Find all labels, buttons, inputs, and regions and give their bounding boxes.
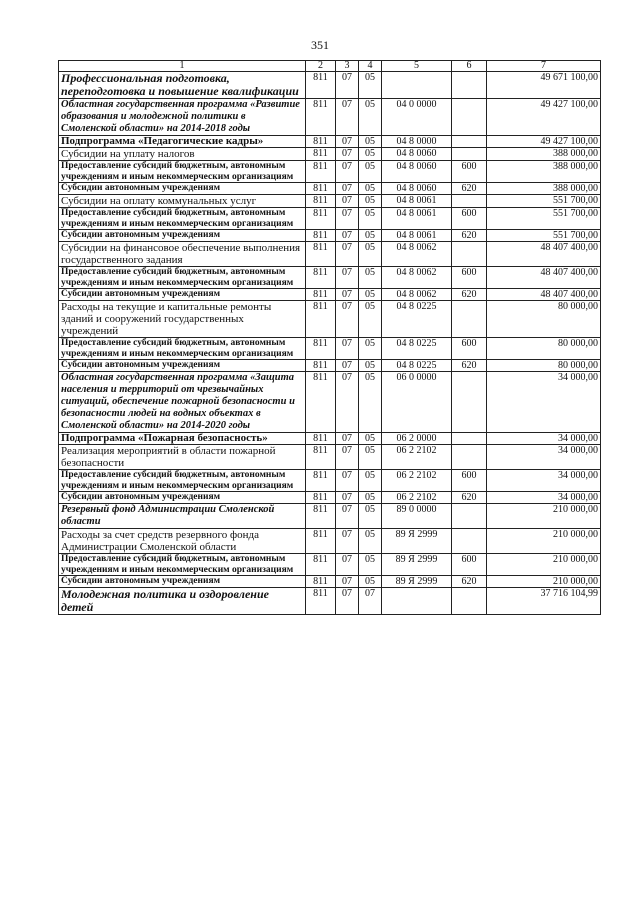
subsection-code-cell: 05 — [359, 99, 382, 136]
section-code-cell: 07 — [336, 99, 359, 136]
subsection-code-cell: 05 — [359, 529, 382, 554]
subsection-code-cell: 05 — [359, 445, 382, 470]
table-row — [59, 72, 601, 99]
expense-type-cell — [452, 504, 487, 529]
target-article-cell: 04 8 0225 — [382, 338, 452, 360]
target-article-cell: 04 8 0062 — [382, 289, 452, 301]
table-row — [59, 433, 601, 445]
admin-code-cell: 811 — [306, 230, 336, 242]
expense-type-cell: 620 — [452, 230, 487, 242]
amount-cell: 210 000,00 — [487, 554, 601, 576]
table-row — [59, 208, 601, 230]
admin-code-cell: 811 — [306, 588, 336, 615]
admin-code-cell: 811 — [306, 99, 336, 136]
target-article-cell: 06 2 0000 — [382, 433, 452, 445]
expense-name-cell: Субсидии на оплату коммунальных услуг — [59, 195, 306, 208]
target-article-cell: 89 Я 2999 — [382, 554, 452, 576]
amount-cell: 34 000,00 — [487, 433, 601, 445]
table-row — [59, 588, 601, 615]
amount-cell: 80 000,00 — [487, 360, 601, 372]
subsection-code-cell: 05 — [359, 433, 382, 445]
amount-cell: 48 407 400,00 — [487, 289, 601, 301]
expense-type-cell: 600 — [452, 338, 487, 360]
target-article-cell — [382, 588, 452, 615]
expense-name-cell: Расходы на текущие и капитальные ремонты зданий и сооружений государственных учреждений — [59, 301, 306, 338]
subsection-code-cell: 05 — [359, 301, 382, 338]
target-article-cell: 04 8 0060 — [382, 183, 452, 195]
admin-code-cell: 811 — [306, 183, 336, 195]
expense-type-cell: 600 — [452, 161, 487, 183]
target-article-cell: 04 8 0225 — [382, 301, 452, 338]
amount-cell: 49 427 100,00 — [487, 136, 601, 148]
expense-type-cell — [452, 372, 487, 433]
expense-type-cell: 620 — [452, 492, 487, 504]
amount-cell: 551 700,00 — [487, 208, 601, 230]
expense-type-cell — [452, 148, 487, 161]
section-code-cell: 07 — [336, 267, 359, 289]
section-code-cell: 07 — [336, 504, 359, 529]
subsection-code-cell: 05 — [359, 576, 382, 588]
target-article-cell: 04 8 0062 — [382, 267, 452, 289]
table-row — [59, 195, 601, 208]
amount-cell: 48 407 400,00 — [487, 267, 601, 289]
section-code-cell: 07 — [336, 148, 359, 161]
column-number: 3 — [336, 61, 359, 72]
section-code-cell: 07 — [336, 554, 359, 576]
subsection-code-cell: 05 — [359, 554, 382, 576]
expense-type-cell — [452, 301, 487, 338]
table-row — [59, 360, 601, 372]
amount-cell: 388 000,00 — [487, 148, 601, 161]
expense-name-cell: Субсидии автономным учреждениям — [59, 576, 306, 588]
admin-code-cell: 811 — [306, 72, 336, 99]
expense-name-cell: Субсидии автономным учреждениям — [59, 360, 306, 372]
section-code-cell: 07 — [336, 529, 359, 554]
amount-cell: 210 000,00 — [487, 529, 601, 554]
expense-type-cell: 600 — [452, 208, 487, 230]
admin-code-cell: 811 — [306, 433, 336, 445]
expense-type-cell: 620 — [452, 289, 487, 301]
amount-cell: 49 671 100,00 — [487, 72, 601, 99]
section-code-cell: 07 — [336, 301, 359, 338]
subsection-code-cell: 05 — [359, 360, 382, 372]
table-row — [59, 445, 601, 470]
section-code-cell: 07 — [336, 492, 359, 504]
subsection-code-cell: 05 — [359, 372, 382, 433]
admin-code-cell: 811 — [306, 289, 336, 301]
table-row — [59, 161, 601, 183]
section-code-cell: 07 — [336, 183, 359, 195]
expense-name-cell: Предоставление субсидий бюджетным, автономным учреждениям и иным некоммерческим организациям — [59, 161, 306, 183]
expense-name-cell: Профессиональная подготовка, переподготовка и повышение квалификации — [59, 72, 306, 99]
section-code-cell: 07 — [336, 360, 359, 372]
section-code-cell: 07 — [336, 588, 359, 615]
amount-cell: 34 000,00 — [487, 372, 601, 433]
table-row — [59, 492, 601, 504]
amount-cell: 388 000,00 — [487, 183, 601, 195]
expense-type-cell — [452, 445, 487, 470]
expense-name-cell: Субсидии на финансовое обеспечение выполнения государственного задания — [59, 242, 306, 267]
table-row — [59, 136, 601, 148]
admin-code-cell: 811 — [306, 504, 336, 529]
expense-name-cell: Предоставление субсидий бюджетным, автономным учреждениям и иным некоммерческим организациям — [59, 267, 306, 289]
admin-code-cell: 811 — [306, 208, 336, 230]
expense-name-cell: Субсидии автономным учреждениям — [59, 492, 306, 504]
table-row — [59, 267, 601, 289]
expense-type-cell: 620 — [452, 183, 487, 195]
column-number: 5 — [382, 61, 452, 72]
admin-code-cell: 811 — [306, 445, 336, 470]
section-code-cell: 07 — [336, 230, 359, 242]
table-row — [59, 372, 601, 433]
admin-code-cell: 811 — [306, 554, 336, 576]
expense-type-cell — [452, 72, 487, 99]
expense-name-cell: Предоставление субсидий бюджетным, автономным учреждениям и иным некоммерческим организациям — [59, 554, 306, 576]
admin-code-cell: 811 — [306, 161, 336, 183]
expense-name-cell: Реализация мероприятий в области пожарной безопасности — [59, 445, 306, 470]
subsection-code-cell: 05 — [359, 195, 382, 208]
expense-name-cell: Предоставление субсидий бюджетным, автономным учреждениям и иным некоммерческим организациям — [59, 208, 306, 230]
table-row — [59, 242, 601, 267]
target-article-cell: 04 8 0000 — [382, 136, 452, 148]
table-row — [59, 99, 601, 136]
admin-code-cell: 811 — [306, 338, 336, 360]
target-article-cell: 04 8 0060 — [382, 161, 452, 183]
admin-code-cell: 811 — [306, 242, 336, 267]
subsection-code-cell: 05 — [359, 242, 382, 267]
subsection-code-cell: 07 — [359, 588, 382, 615]
amount-cell: 34 000,00 — [487, 492, 601, 504]
expense-type-cell — [452, 588, 487, 615]
section-code-cell: 07 — [336, 195, 359, 208]
column-number: 4 — [359, 61, 382, 72]
table-row — [59, 529, 601, 554]
table-row — [59, 338, 601, 360]
target-article-cell: 04 8 0061 — [382, 208, 452, 230]
subsection-code-cell: 05 — [359, 161, 382, 183]
target-article-cell: 04 8 0061 — [382, 195, 452, 208]
column-number: 7 — [487, 61, 601, 72]
amount-cell: 80 000,00 — [487, 301, 601, 338]
expense-name-cell: Областная государственная программа «Развитие образования и молодежной политики в Смоленской области» на 2014-2018 годы — [59, 99, 306, 136]
table-row — [59, 554, 601, 576]
expense-name-cell: Областная государственная программа «Защита населения и территорий от чрезвычайных ситуаций, обеспечение пожарной безопасности и безопасности людей на водных объектах в Смоленской области» на 2014-2020 годы — [59, 372, 306, 433]
target-article-cell: 04 8 0062 — [382, 242, 452, 267]
section-code-cell: 07 — [336, 161, 359, 183]
admin-code-cell: 811 — [306, 148, 336, 161]
expense-type-cell: 600 — [452, 554, 487, 576]
table-row — [59, 504, 601, 529]
expense-type-cell — [452, 433, 487, 445]
subsection-code-cell: 05 — [359, 338, 382, 360]
expense-name-cell: Субсидии автономным учреждениям — [59, 230, 306, 242]
target-article-cell: 89 0 0000 — [382, 504, 452, 529]
budget-table — [58, 60, 601, 615]
expense-name-cell: Субсидии автономным учреждениям — [59, 289, 306, 301]
amount-cell: 34 000,00 — [487, 470, 601, 492]
table-row — [59, 301, 601, 338]
target-article-cell: 06 2 2102 — [382, 445, 452, 470]
target-article-cell: 04 8 0060 — [382, 148, 452, 161]
admin-code-cell: 811 — [306, 267, 336, 289]
section-code-cell: 07 — [336, 289, 359, 301]
column-number-row — [59, 61, 601, 72]
subsection-code-cell: 05 — [359, 230, 382, 242]
expense-name-cell: Расходы за счет средств резервного фонда Администрации Смоленской области — [59, 529, 306, 554]
table-row — [59, 183, 601, 195]
admin-code-cell: 811 — [306, 372, 336, 433]
amount-cell: 210 000,00 — [487, 576, 601, 588]
section-code-cell: 07 — [336, 445, 359, 470]
expense-type-cell: 620 — [452, 576, 487, 588]
expense-name-cell: Предоставление субсидий бюджетным, автономным учреждениям и иным некоммерческим организациям — [59, 338, 306, 360]
expense-type-cell — [452, 529, 487, 554]
expense-type-cell: 620 — [452, 360, 487, 372]
expense-name-cell: Субсидии автономным учреждениям — [59, 183, 306, 195]
section-code-cell: 07 — [336, 338, 359, 360]
target-article-cell: 06 0 0000 — [382, 372, 452, 433]
table-row — [59, 289, 601, 301]
expense-type-cell — [452, 99, 487, 136]
admin-code-cell: 811 — [306, 576, 336, 588]
subsection-code-cell: 05 — [359, 72, 382, 99]
amount-cell: 551 700,00 — [487, 230, 601, 242]
admin-code-cell: 811 — [306, 136, 336, 148]
expense-type-cell — [452, 242, 487, 267]
amount-cell: 388 000,00 — [487, 161, 601, 183]
amount-cell: 49 427 100,00 — [487, 99, 601, 136]
subsection-code-cell: 05 — [359, 183, 382, 195]
admin-code-cell: 811 — [306, 529, 336, 554]
expense-type-cell: 600 — [452, 470, 487, 492]
expense-name-cell: Предоставление субсидий бюджетным, автономным учреждениям и иным некоммерческим организациям — [59, 470, 306, 492]
admin-code-cell: 811 — [306, 301, 336, 338]
amount-cell: 48 407 400,00 — [487, 242, 601, 267]
admin-code-cell: 811 — [306, 470, 336, 492]
subsection-code-cell: 05 — [359, 148, 382, 161]
subsection-code-cell: 05 — [359, 504, 382, 529]
admin-code-cell: 811 — [306, 195, 336, 208]
section-code-cell: 07 — [336, 72, 359, 99]
amount-cell: 37 716 104,99 — [487, 588, 601, 615]
target-article-cell: 89 Я 2999 — [382, 529, 452, 554]
section-code-cell: 07 — [336, 208, 359, 230]
target-article-cell: 04 8 0061 — [382, 230, 452, 242]
amount-cell: 551 700,00 — [487, 195, 601, 208]
target-article-cell: 04 8 0225 — [382, 360, 452, 372]
expense-name-cell: Субсидии на уплату налогов — [59, 148, 306, 161]
subsection-code-cell: 05 — [359, 267, 382, 289]
target-article-cell: 06 2 2102 — [382, 470, 452, 492]
expense-name-cell: Молодежная политика и оздоровление детей — [59, 588, 306, 615]
admin-code-cell: 811 — [306, 360, 336, 372]
subsection-code-cell: 05 — [359, 470, 382, 492]
amount-cell: 80 000,00 — [487, 338, 601, 360]
expense-type-cell: 600 — [452, 267, 487, 289]
expense-name-cell: Резервный фонд Администрации Смоленской области — [59, 504, 306, 529]
expense-name-cell: Подпрограмма «Пожарная безопасность» — [59, 433, 306, 445]
target-article-cell — [382, 72, 452, 99]
column-number: 1 — [59, 61, 306, 72]
expense-type-cell — [452, 136, 487, 148]
subsection-code-cell: 05 — [359, 492, 382, 504]
column-number: 6 — [452, 61, 487, 72]
amount-cell: 34 000,00 — [487, 445, 601, 470]
section-code-cell: 07 — [336, 242, 359, 267]
amount-cell: 210 000,00 — [487, 504, 601, 529]
subsection-code-cell: 05 — [359, 208, 382, 230]
target-article-cell: 06 2 2102 — [382, 492, 452, 504]
column-number: 2 — [306, 61, 336, 72]
expense-type-cell — [452, 195, 487, 208]
admin-code-cell: 811 — [306, 492, 336, 504]
section-code-cell: 07 — [336, 433, 359, 445]
section-code-cell: 07 — [336, 136, 359, 148]
target-article-cell: 04 0 0000 — [382, 99, 452, 136]
section-code-cell: 07 — [336, 576, 359, 588]
subsection-code-cell: 05 — [359, 289, 382, 301]
subsection-code-cell: 05 — [359, 136, 382, 148]
section-code-cell: 07 — [336, 372, 359, 433]
table-row — [59, 576, 601, 588]
section-code-cell: 07 — [336, 470, 359, 492]
page-number: 351 — [311, 38, 329, 52]
table-row — [59, 470, 601, 492]
table-row — [59, 148, 601, 161]
table-row — [59, 230, 601, 242]
expense-name-cell: Подпрограмма «Педагогические кадры» — [59, 136, 306, 148]
target-article-cell: 89 Я 2999 — [382, 576, 452, 588]
